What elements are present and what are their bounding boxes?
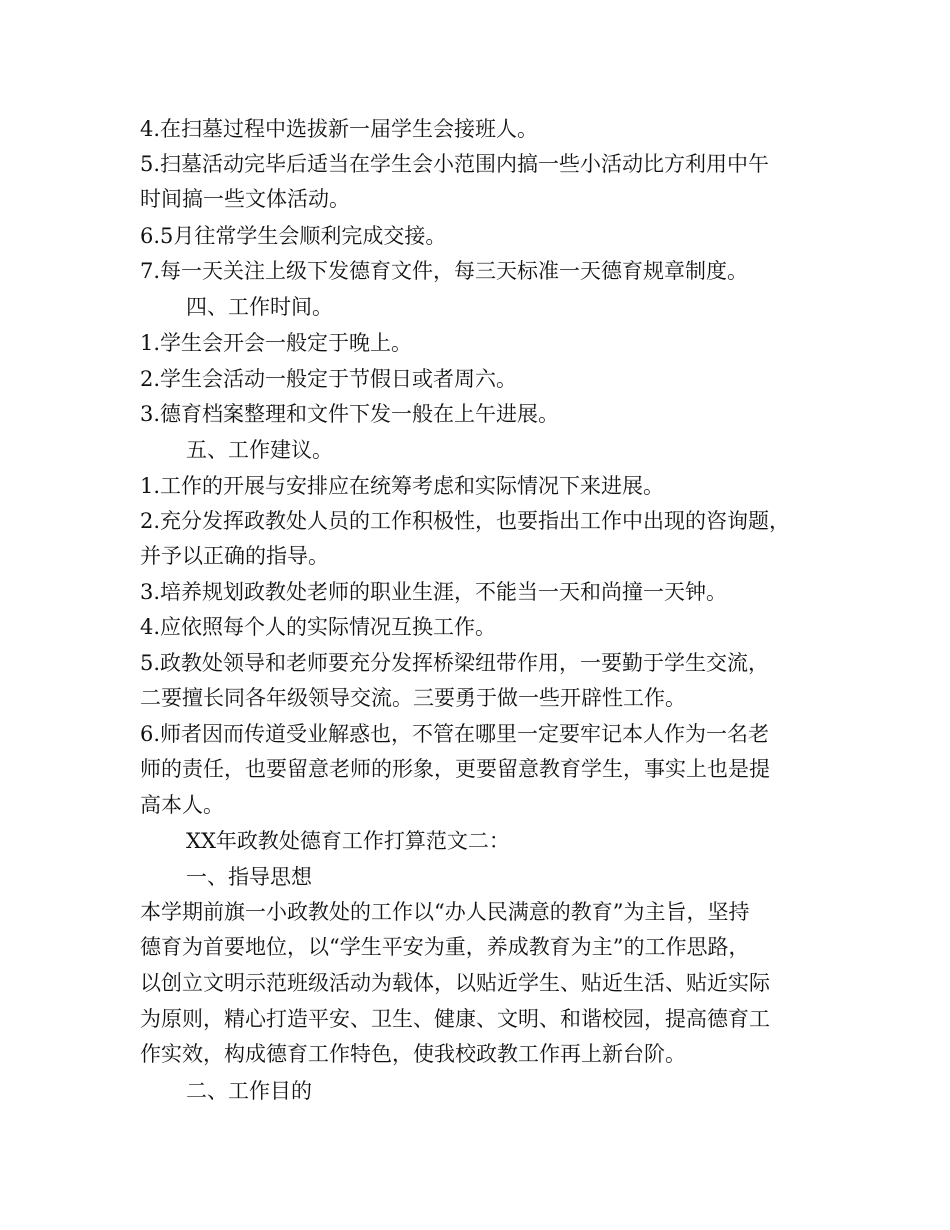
text-line: 时间搞一些文体活动。 xyxy=(140,187,350,211)
text-line: 3.德育档案整理和文件下发一般在上午进展。 xyxy=(140,402,560,426)
text-line: 为原则，精心打造平安、卫生、健康、文明、和谐校园，提高德育工 xyxy=(140,1007,770,1031)
section-heading: 二、工作目的 xyxy=(186,1079,312,1103)
text-line: 并予以正确的指导。 xyxy=(140,544,329,568)
text-line: 二要擅长同各年级领导交流。三要勇于做一些开辟性工作。 xyxy=(140,686,686,710)
section-heading: 四、工作时间。 xyxy=(186,295,333,319)
text-line: 师的责任，也要留意老师的形象，更要留意教育学生，事实上也是提 xyxy=(140,757,770,781)
text-line: 1.学生会开会一般定于晚上。 xyxy=(140,331,413,355)
text-line: 作实效，构成德育工作特色，使我校政教工作再上新台阶。 xyxy=(140,1042,686,1066)
text-line: 6.师者因而传道受业解惑也，不管在哪里一定要牢记本人作为一名老 xyxy=(140,722,770,746)
text-line: 6.5月往常学生会顺利完成交接。 xyxy=(140,224,447,248)
text-line: 5.扫墓活动完毕后适当在学生会小范围内搞一些小活动比方利用中午 xyxy=(140,152,770,176)
text-line: 4.在扫墓过程中选拔新一届学生会接班人。 xyxy=(140,117,539,141)
text-line: 7.每一天关注上级下发德育文件，每三天标准一天德育规章制度。 xyxy=(140,259,749,283)
text-line: 3.培养规划政教处老师的职业生涯，不能当一天和尚撞一天钟。 xyxy=(140,580,728,604)
text-line: 4.应依照每个人的实际情况互换工作。 xyxy=(140,615,497,639)
text-line: 高本人。 xyxy=(140,793,224,817)
text-line: 本学期前旗一小政教处的工作以“办人民满意的教育”为主旨，坚持 xyxy=(140,900,750,924)
text-line: 以创立文明示范班级活动为载体，以贴近学生、贴近生活、贴近实际 xyxy=(140,971,770,995)
section-heading: 一、指导思想 xyxy=(186,865,312,889)
text-line: 德育为首要地位，以“学生平安为重，养成教育为主”的工作思路， xyxy=(140,935,750,959)
text-line: 2.充分发挥政教处人员的工作积极性，也要指出工作中出现的咨询题， xyxy=(140,509,791,533)
section-heading: 五、工作建议。 xyxy=(186,438,333,462)
text-line: 5.政教处领导和老师要充分发挥桥梁纽带作用，一要勤于学生交流， xyxy=(140,651,770,675)
text-line: 1.工作的开展与安排应在统筹考虑和实际情况下来进展。 xyxy=(140,474,665,498)
section-heading: XX年政教处德育工作打算范文二： xyxy=(186,829,510,853)
text-line: 2.学生会活动一般定于节假日或者周六。 xyxy=(140,367,518,391)
